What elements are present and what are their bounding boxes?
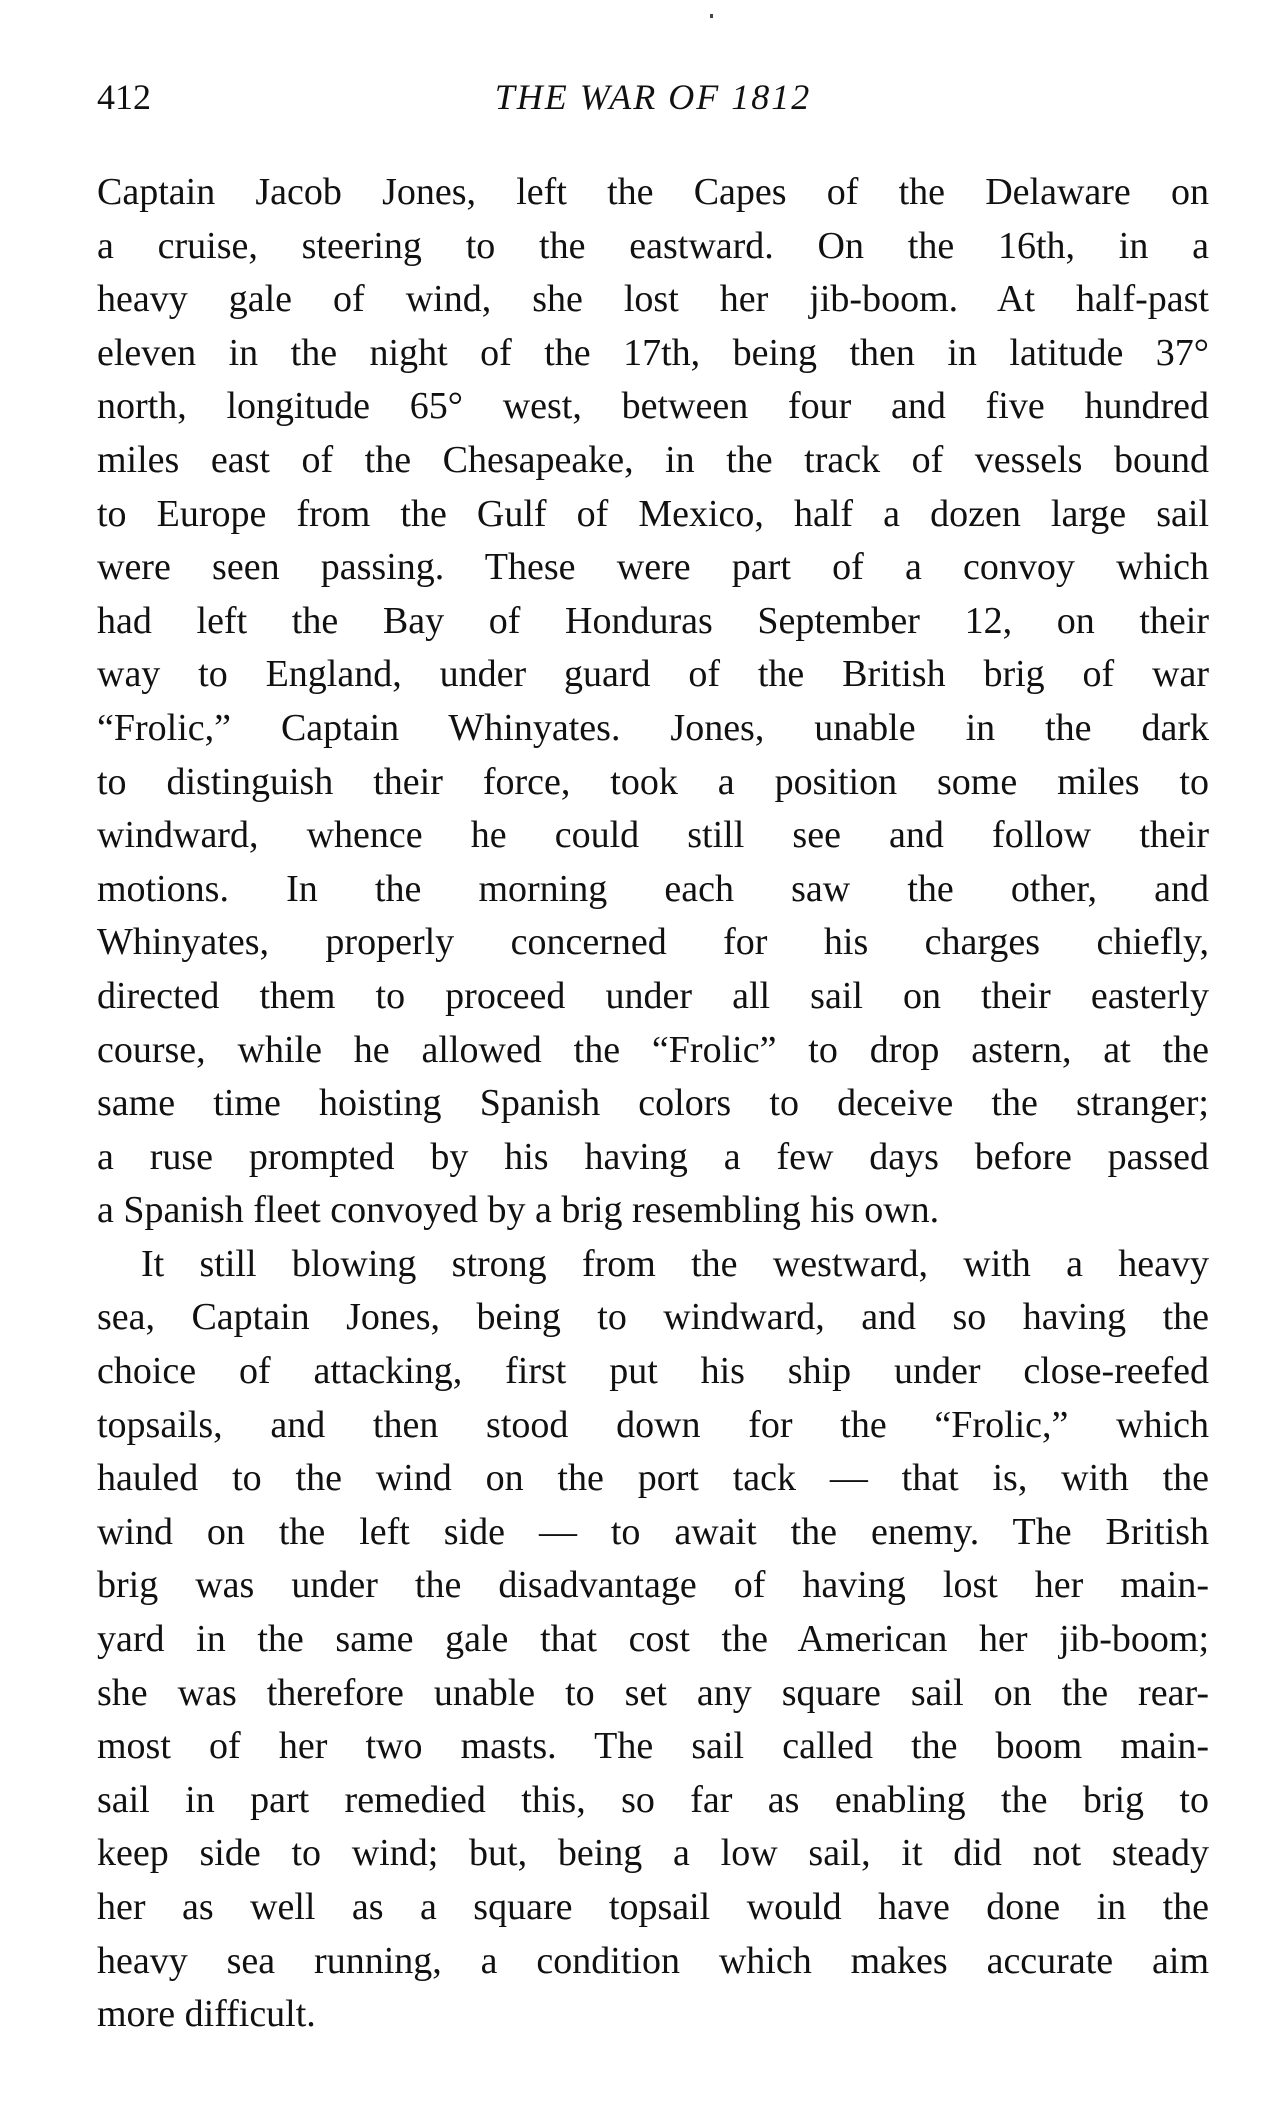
text-line: Captain Jacob Jones, left the Capes of the Delaware on <box>97 171 1209 213</box>
text-line: way to England, under guard of the British brig of war <box>97 653 1209 696</box>
text-line: It still blowing strong from the westward, with a heavy <box>141 1242 1209 1285</box>
text-line: a cruise, steering to the eastward. On the 16th, in a <box>97 224 1209 267</box>
text-line: eleven in the night of the 17th, being then in latitude 37° <box>97 331 1209 374</box>
text-line: to Europe from the Gulf of Mexico, half a dozen large sail <box>97 492 1209 535</box>
text-line: most of her two masts. The sail called the boom main- <box>97 1725 1209 1768</box>
text-line: miles east of the Chesapeake, in the track of vessels bound <box>97 438 1209 481</box>
text-line: topsails, and then stood down for the “Frolic,” which <box>97 1403 1209 1446</box>
text-line: she was therefore unable to set any square sail on the rear- <box>97 1671 1209 1714</box>
text-line: “Frolic,” Captain Whinyates. Jones, unable in the dark <box>97 706 1209 749</box>
page-header <box>97 76 1209 126</box>
text-line: windward, whence he could still see and follow their <box>97 814 1209 857</box>
page-number: 412 <box>97 77 151 117</box>
text-line: course, while he allowed the “Frolic” to drop astern, at the <box>97 1028 1209 1071</box>
text-line: brig was under the disadvantage of having lost her main- <box>97 1564 1209 1607</box>
text-line: north, longitude 65° west, between four and five hundred <box>97 385 1209 428</box>
page-body <box>97 166 1209 2042</box>
text-line: same time hoisting Spanish colors to deceive the stranger; <box>97 1082 1209 1125</box>
text-line: choice of attacking, first put his ship under close-reefed <box>97 1350 1209 1393</box>
text-line: to distinguish their force, took a position some miles to <box>97 760 1209 803</box>
text-line: sea, Captain Jones, being to windward, and so having the <box>97 1296 1209 1339</box>
text-line: wind on the left side — to await the enemy. The British <box>97 1510 1209 1553</box>
text-line: directed them to proceed under all sail on their easterly <box>97 974 1209 1017</box>
text-line: hauled to the wind on the port tack — that is, with the <box>97 1457 1209 1500</box>
text-line: a Spanish fleet convoyed by a brig resembling his own. <box>97 1189 940 1232</box>
text-line: sail in part remedied this, so far as enabling the brig to <box>97 1778 1209 1821</box>
text-line: a ruse prompted by his having a few days before passed <box>97 1135 1209 1178</box>
running-head: THE WAR OF 1812 <box>494 77 812 117</box>
text-line: motions. In the morning each saw the other, and <box>97 867 1209 910</box>
text-line: heavy sea running, a condition which makes accurate aim <box>97 1939 1209 1982</box>
text-line: Whinyates, properly concerned for his charges chiefly, <box>97 921 1209 964</box>
text-line: keep side to wind; but, being a low sail, it did not steady <box>97 1832 1209 1875</box>
text-line: heavy gale of wind, she lost her jib-boom. At half-past <box>97 278 1209 321</box>
text-line: had left the Bay of Honduras September 12, on their <box>97 599 1209 642</box>
scan-speck <box>710 14 713 18</box>
text-line: were seen passing. These were part of a convoy which <box>97 546 1209 589</box>
text-line: yard in the same gale that cost the American her jib-boom; <box>97 1618 1209 1661</box>
text-line: her as well as a square topsail would have done in the <box>97 1886 1209 1928</box>
text-line: more difficult. <box>97 1993 316 2036</box>
